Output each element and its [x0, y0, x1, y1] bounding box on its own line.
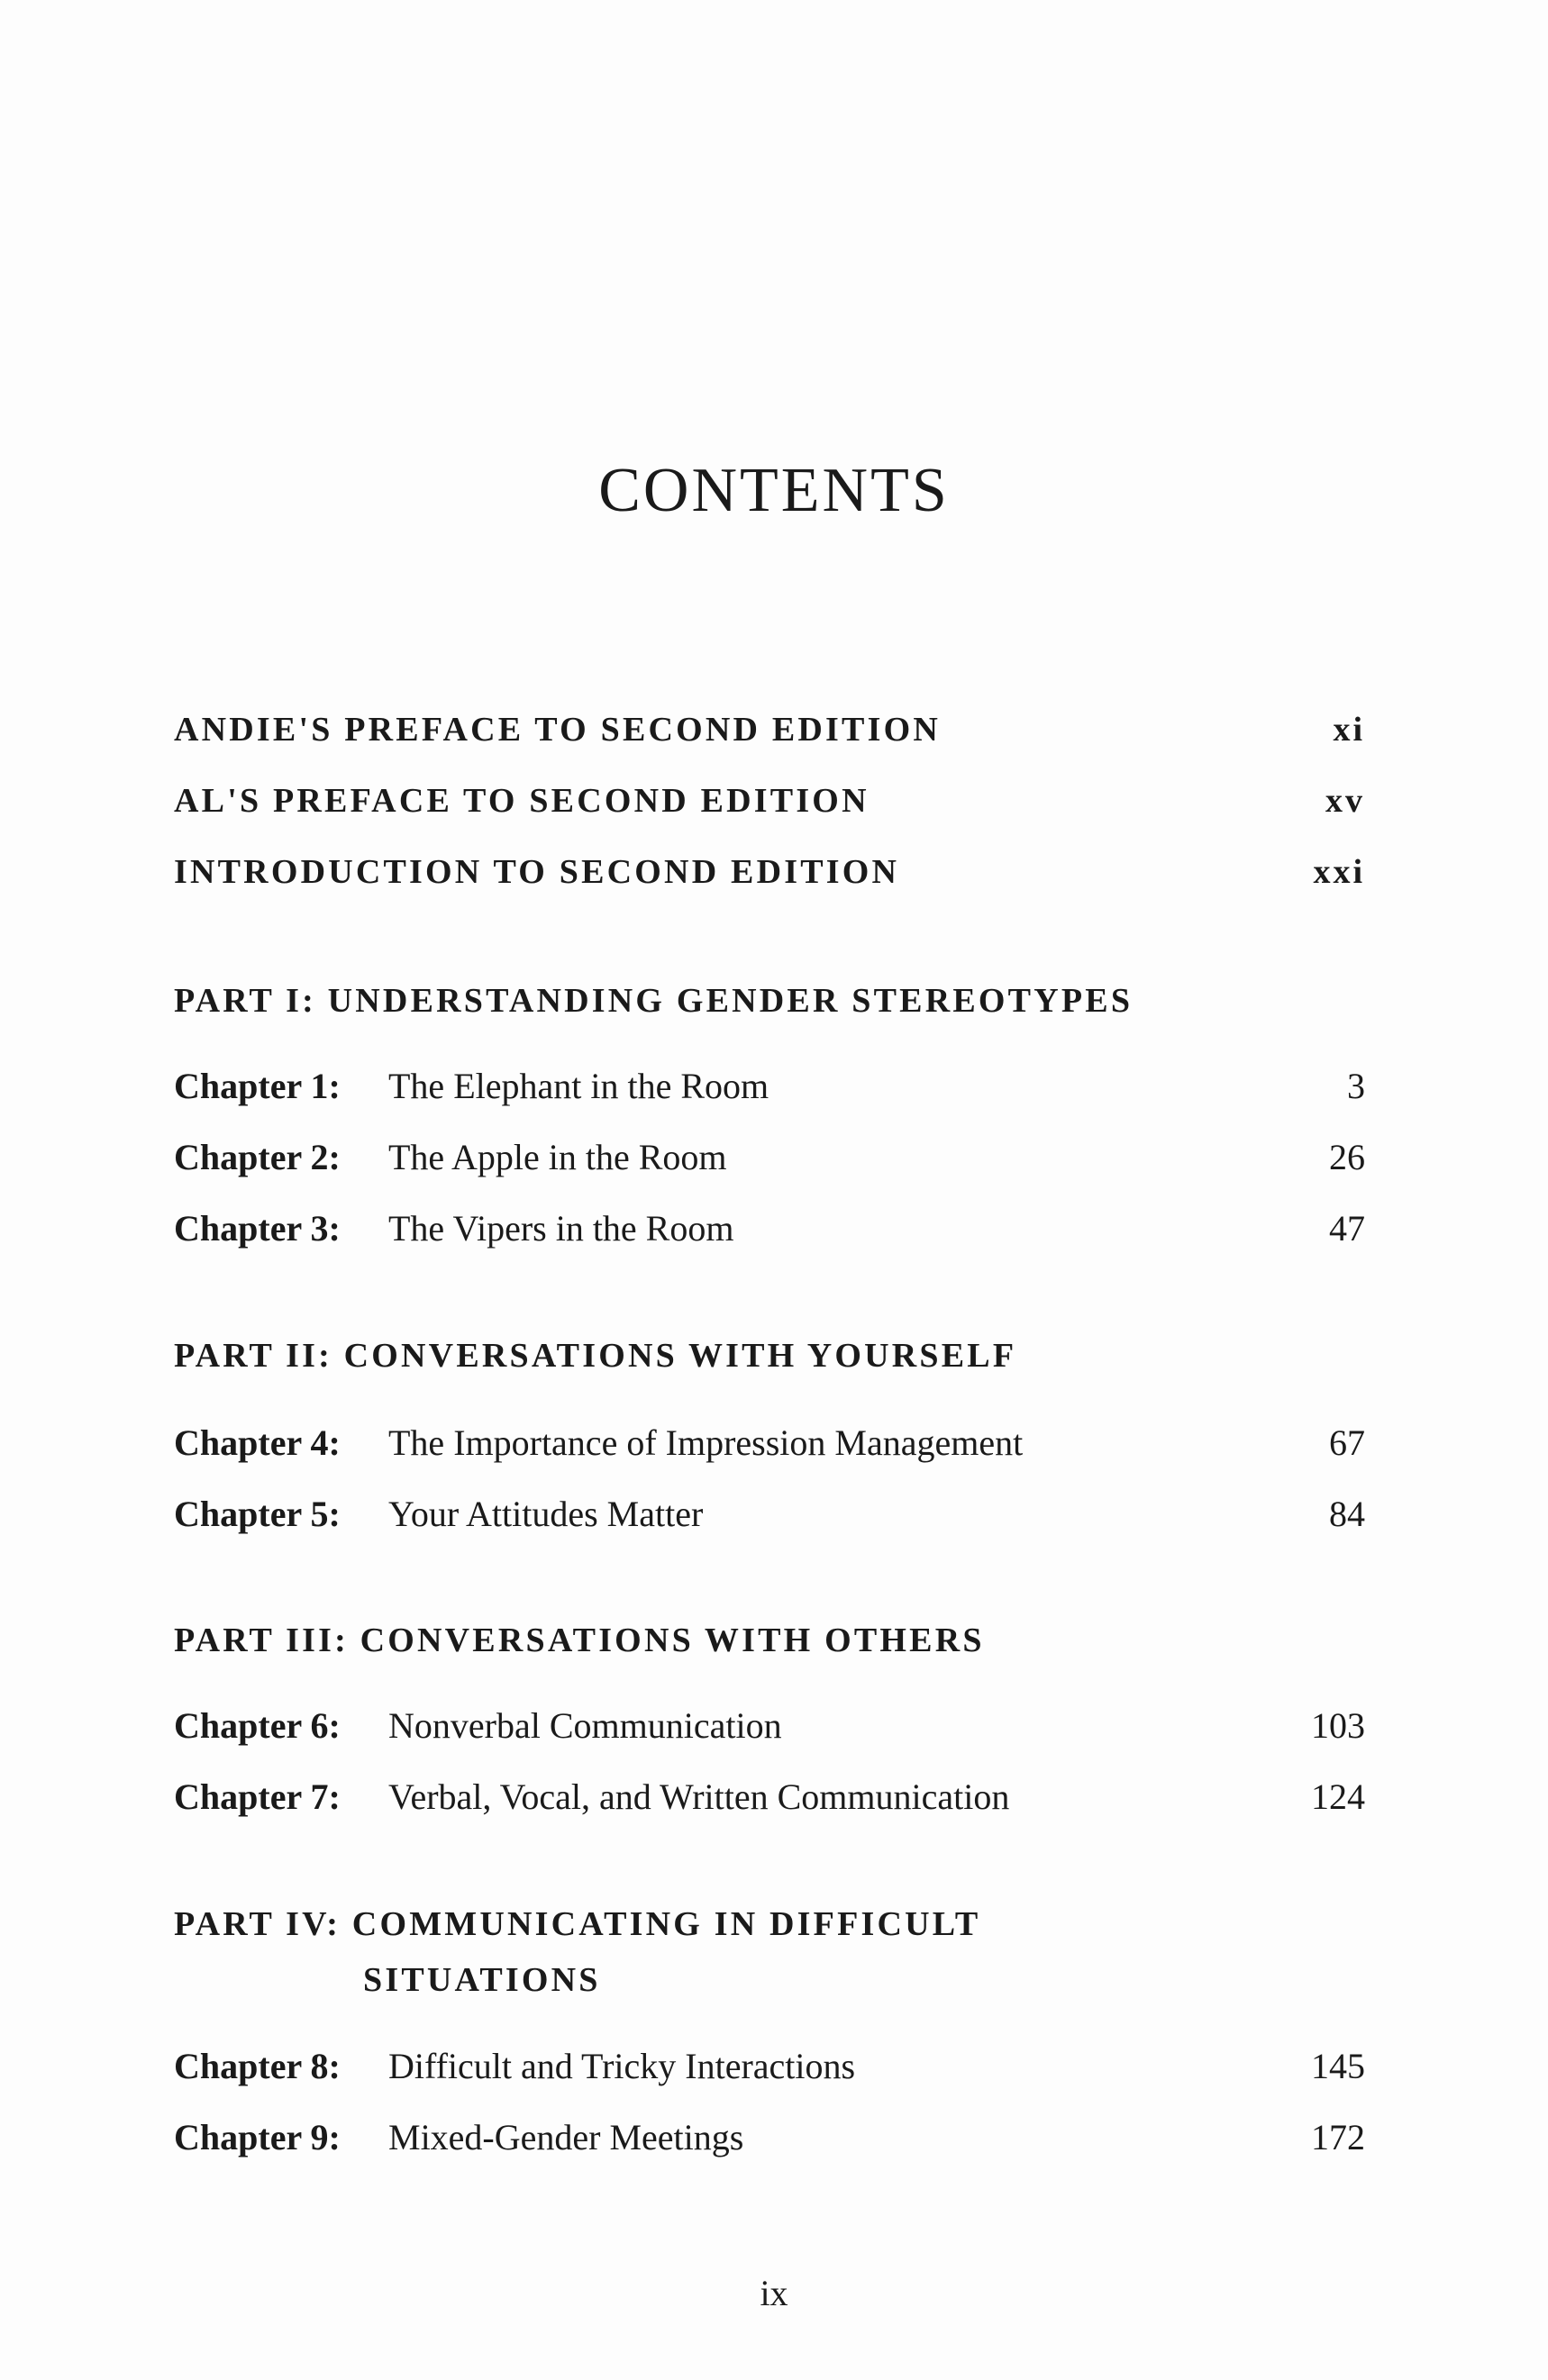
chapter-label: Chapter 9: [174, 2117, 341, 2157]
chapter-title: Nonverbal Communication [388, 1705, 782, 1746]
page-number: 84 [1329, 1494, 1365, 1534]
part-heading: PART I: UNDERSTANDING GENDER STEREOTYPES [174, 982, 1134, 1020]
chapter-label: Chapter 3: [174, 1208, 341, 1249]
chapter-title: The Importance of Impression Management [388, 1422, 1024, 1463]
chapter-entry [174, 2112, 1365, 2163]
part-heading: PART III: CONVERSATIONS WITH OTHERS [174, 1621, 985, 1659]
chapter-entry [174, 2041, 1365, 2092]
page-number: 26 [1329, 1137, 1365, 1177]
part-heading: PART IV: COMMUNICATING IN DIFFICULT [174, 1905, 981, 1943]
page-number: 3 [1347, 1066, 1365, 1106]
chapter-title: Verbal, Vocal, and Written Communication [388, 1776, 1010, 1817]
chapter-label: Chapter 5: [174, 1494, 341, 1534]
page-folio: ix [760, 2273, 788, 2313]
entry-title: AL'S PREFACE TO SECOND EDITION [174, 782, 870, 820]
entry-title: ANDIE'S PREFACE TO SECOND EDITION [174, 711, 941, 749]
page-number: 103 [1311, 1705, 1365, 1746]
chapter-title: Difficult and Tricky Interactions [388, 2046, 856, 2086]
toc-entry [174, 704, 1365, 755]
page-number: 172 [1311, 2117, 1365, 2157]
page-number: 47 [1329, 1208, 1365, 1249]
chapter-entry [174, 1061, 1365, 1112]
chapter-entry [174, 1489, 1365, 1540]
chapter-title: Your Attitudes Matter [388, 1494, 704, 1534]
part-heading-continued: SITUATIONS [363, 1961, 601, 1999]
page-title: CONTENTS [598, 456, 950, 525]
chapter-entry [174, 1701, 1365, 1751]
part-heading: PART II: CONVERSATIONS WITH YOURSELF [174, 1337, 1017, 1375]
page-number: 67 [1329, 1422, 1365, 1463]
chapter-entry [174, 1132, 1365, 1183]
chapter-title: The Elephant in the Room [388, 1066, 769, 1106]
toc-entry [174, 847, 1365, 897]
page-number: xi [1333, 711, 1365, 749]
chapter-title: The Vipers in the Room [388, 1208, 734, 1249]
chapter-label: Chapter 6: [174, 1705, 341, 1746]
chapter-entry [174, 1418, 1365, 1468]
chapter-entry [174, 1772, 1365, 1822]
chapter-title: Mixed-Gender Meetings [388, 2117, 744, 2157]
chapter-entry [174, 1204, 1365, 1254]
page-number: xv [1325, 782, 1365, 820]
chapter-label: Chapter 7: [174, 1776, 341, 1817]
chapter-title: The Apple in the Room [388, 1137, 727, 1177]
chapter-label: Chapter 1: [174, 1066, 341, 1106]
page-number: xxi [1313, 853, 1365, 891]
chapter-label: Chapter 8: [174, 2046, 341, 2086]
page-number: 124 [1311, 1776, 1365, 1817]
toc-entry [174, 776, 1365, 826]
page-number: 145 [1311, 2046, 1365, 2086]
chapter-label: Chapter 2: [174, 1137, 341, 1177]
chapter-label: Chapter 4: [174, 1422, 341, 1463]
entry-title: INTRODUCTION TO SECOND EDITION [174, 853, 900, 891]
